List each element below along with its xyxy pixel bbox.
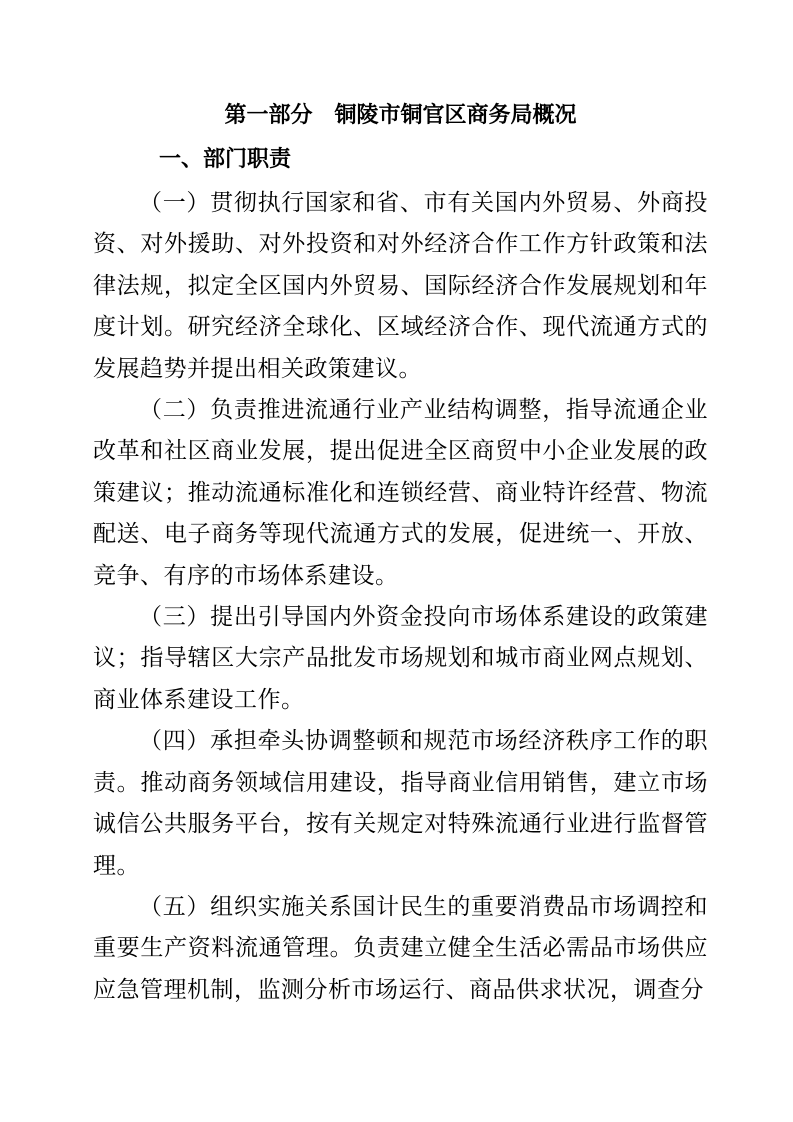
paragraph-duty-4: （四）承担牵头协调整顿和规范市场经济秩序工作的职责。推动商务领域信用建设，指导商业信用销售，建立市场诚信公共服务平台，按有关规定对特殊流通行业进行监督管理。 <box>93 728 708 878</box>
paragraph-duty-5: （五）组织实施关系国计民生的重要消费品市场调控和重要生产资料流通管理。负责建立健全生活必需品市场供应应急管理机制，监测分析市场运行、商品供求状况，调查分 <box>93 893 708 1002</box>
paragraph-duty-1: （一）贯彻执行国家和省、市有关国内外贸易、外商投资、对外援助、对外投资和对外经济合作工作方针政策和法律法规，拟定全区国内外贸易、国际经济合作发展规划和年度计划。研究经济全球化、区域经济合作、现代流通方式的发展趋势并提出相关政策建议。 <box>93 190 708 381</box>
paragraph-duty-3: （三）提出引导国内外资金投向市场体系建设的政策建议；指导辖区大宗产品批发市场规划和城市商业网点规划、商业体系建设工作。 <box>93 604 708 712</box>
paragraph-duty-2: （二）负责推进流通行业产业结构调整，指导流通企业改革和社区商业发展，提出促进全区商贸中小企业发展的政策建议；推动流通标准化和连锁经营、商业特许经营、物流配送、电子商务等现代流通方式的发展，促进统一、开放、竞争、有序的市场体系建设。 <box>93 397 708 588</box>
section-heading: 一、部门职责 <box>159 146 292 171</box>
document-title: 第一部分 铜陵市铜官区商务局概况 <box>224 102 577 127</box>
